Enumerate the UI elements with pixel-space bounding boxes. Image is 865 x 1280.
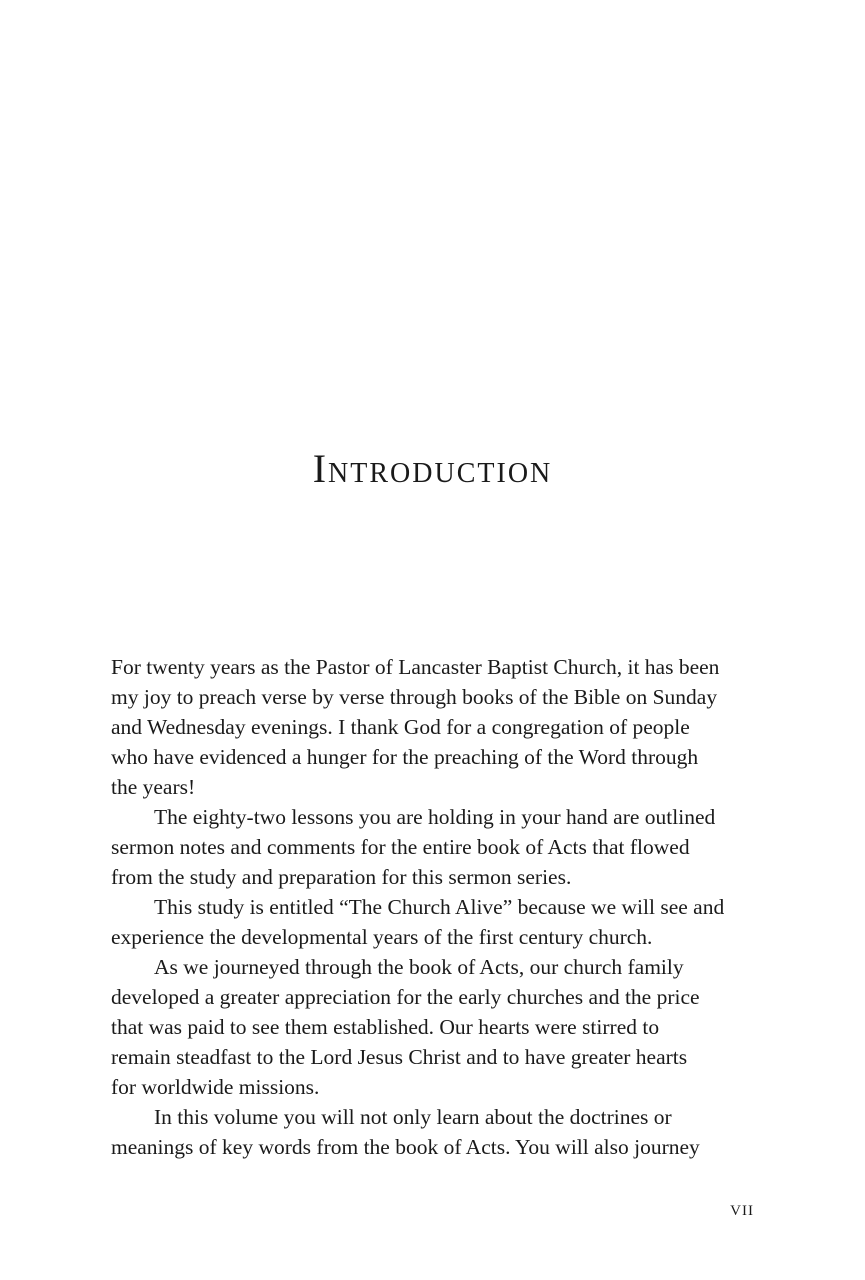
text-line: that was paid to see them established. Our hearts were stirred to xyxy=(111,1015,660,1039)
text-line: and Wednesday evenings. I thank God for a congregation of people xyxy=(111,715,690,739)
paragraph-5 xyxy=(111,1102,761,1162)
text-line: experience the developmental years of the first century church. xyxy=(111,925,653,949)
text-line: In this volume you will not only learn about the doctrines or xyxy=(154,1105,672,1129)
paragraph-3 xyxy=(111,892,761,952)
text-line: from the study and preparation for this sermon series. xyxy=(111,865,572,889)
text-line: The eighty-two lessons you are holding in your hand are outlined xyxy=(154,805,716,829)
text-line: for worldwide missions. xyxy=(111,1075,320,1099)
paragraph-2 xyxy=(111,802,761,892)
text-line: For twenty years as the Pastor of Lancaster Baptist Church, it has been xyxy=(111,655,720,679)
text-line: meanings of key words from the book of Acts. You will also journey xyxy=(111,1135,700,1159)
text-line: developed a greater appreciation for the early churches and the price xyxy=(111,985,700,1009)
text-line: sermon notes and comments for the entire book of Acts that flowed xyxy=(111,835,690,859)
chapter-title: Introduction xyxy=(312,445,553,491)
paragraph-1 xyxy=(111,652,761,802)
text-line: who have evidenced a hunger for the preaching of the Word through xyxy=(111,745,699,769)
page-number: VII xyxy=(730,1203,754,1219)
paragraph-4 xyxy=(111,952,761,1102)
text-line: the years! xyxy=(111,775,196,799)
body-text xyxy=(111,652,761,1162)
text-line: my joy to preach verse by verse through books of the Bible on Sunday xyxy=(111,685,718,709)
text-line: This study is entitled “The Church Alive” because we will see and xyxy=(154,895,725,919)
text-line: remain steadfast to the Lord Jesus Christ and to have greater hearts xyxy=(111,1045,688,1069)
text-line: As we journeyed through the book of Acts, our church family xyxy=(154,955,684,979)
